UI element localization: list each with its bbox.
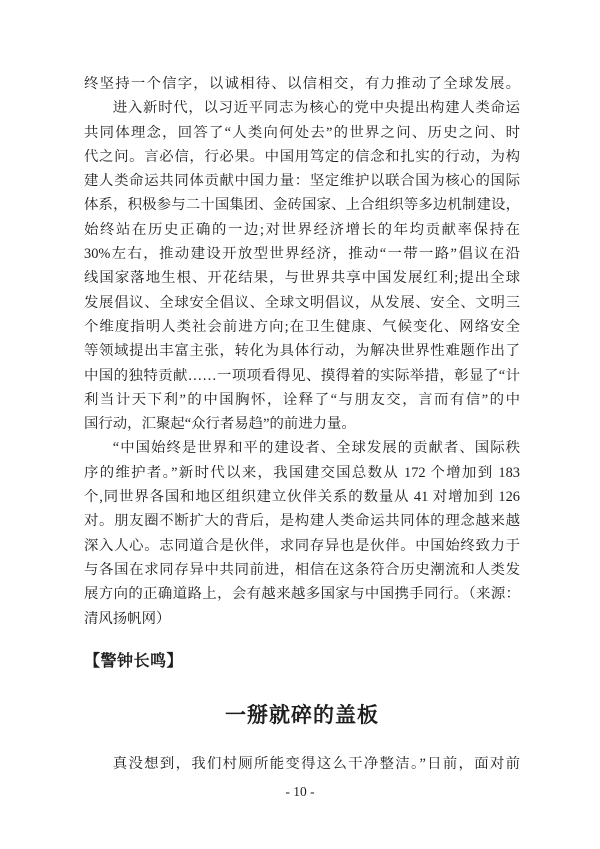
text-line: 共同体理念，回答了“人类向何处去”的世界之问、历史之问、时 — [84, 124, 520, 141]
text-line: 利当计天下利”的中国胸怀，诠释了“与朋友交，言而有信”的中 — [84, 391, 520, 408]
text-line: 个,同世界各国和地区组织建立伙伴关系的数量从 41 对增加到 126 — [84, 489, 520, 506]
text-line: 发展倡议、全球安全倡议、全球文明倡议，从发展、安全、文明三 — [84, 294, 520, 311]
text-line: 30%左右，推动建设开放型世界经济，推动“一带一路”倡议在沿 — [84, 246, 520, 263]
text-line: 等领域提出丰富主张，转化为具体行动，为解决世界性难题作出了 — [84, 343, 520, 360]
text-line: 深入人心。志同道合是伙伴，求同存异也是伙伴。中国始终致力于 — [84, 537, 520, 554]
text-line: 真没想到，我们村厕所能变得这么干净整洁。”日前，面对前 — [112, 755, 520, 772]
article-paragraph — [84, 752, 520, 776]
page-number: - 10 - — [285, 784, 315, 799]
text-line: 展方向的正确道路上，会有越来越多国家与中国携手同行。（来源： — [84, 586, 520, 603]
section-heading: 【警钟长鸣】 — [84, 652, 184, 670]
text-line: 线国家落地生根、开花结果，与世界共享中国发展红利;提出全球 — [84, 270, 520, 287]
text-line: 代之问。言必信，行必果。中国用笃定的信念和扎实的行动，为构 — [84, 148, 520, 165]
article-title: 一掰就碎的盖板 — [225, 702, 379, 727]
text-column — [84, 72, 520, 776]
text-line: 序的维护者。”新时代以来，我国建交国总数从 172 个增加到 183 — [84, 464, 520, 481]
text-line: 建人类命运共同体贡献中国力量：坚定维护以联合国为核心的国际 — [84, 173, 520, 190]
text-line: 中国的独特贡献……一项项看得见、摸得着的实际举措，彰显了“计 — [84, 367, 520, 384]
text-line: 清风扬帆网） — [84, 610, 171, 627]
text-line: 个维度指明人类社会前进方向;在卫生健康、气候变化、网络安全 — [84, 318, 520, 335]
text-line: 始终站在历史正确的一边;对世界经济增长的年均贡献率保持在 — [84, 221, 520, 238]
text-line: 体系，积极参与二十国集团、金砖国家、上合组织等多边机制建设， — [84, 197, 520, 214]
text-line: 终坚持一个信字，以诚相待、以信相交，有力推动了全球发展。 — [84, 76, 520, 92]
text-line: 对。朋友圈不断扩大的背后，是构建人类命运共同体的理念越来越 — [84, 513, 520, 530]
body-text — [84, 72, 520, 631]
text-line: 国行动，汇聚起“众行者易趋”的前进力量。 — [84, 416, 356, 433]
text-line: “中国始终是世界和平的建设者、全球发展的贡献者、国际秩 — [112, 440, 520, 457]
text-line: 进入新时代，以习近平同志为核心的党中央提出构建人类命运 — [112, 100, 520, 117]
text-line: 与各国在求同存异中共同前进，相信在这条符合历史潮流和人类发 — [84, 561, 520, 578]
